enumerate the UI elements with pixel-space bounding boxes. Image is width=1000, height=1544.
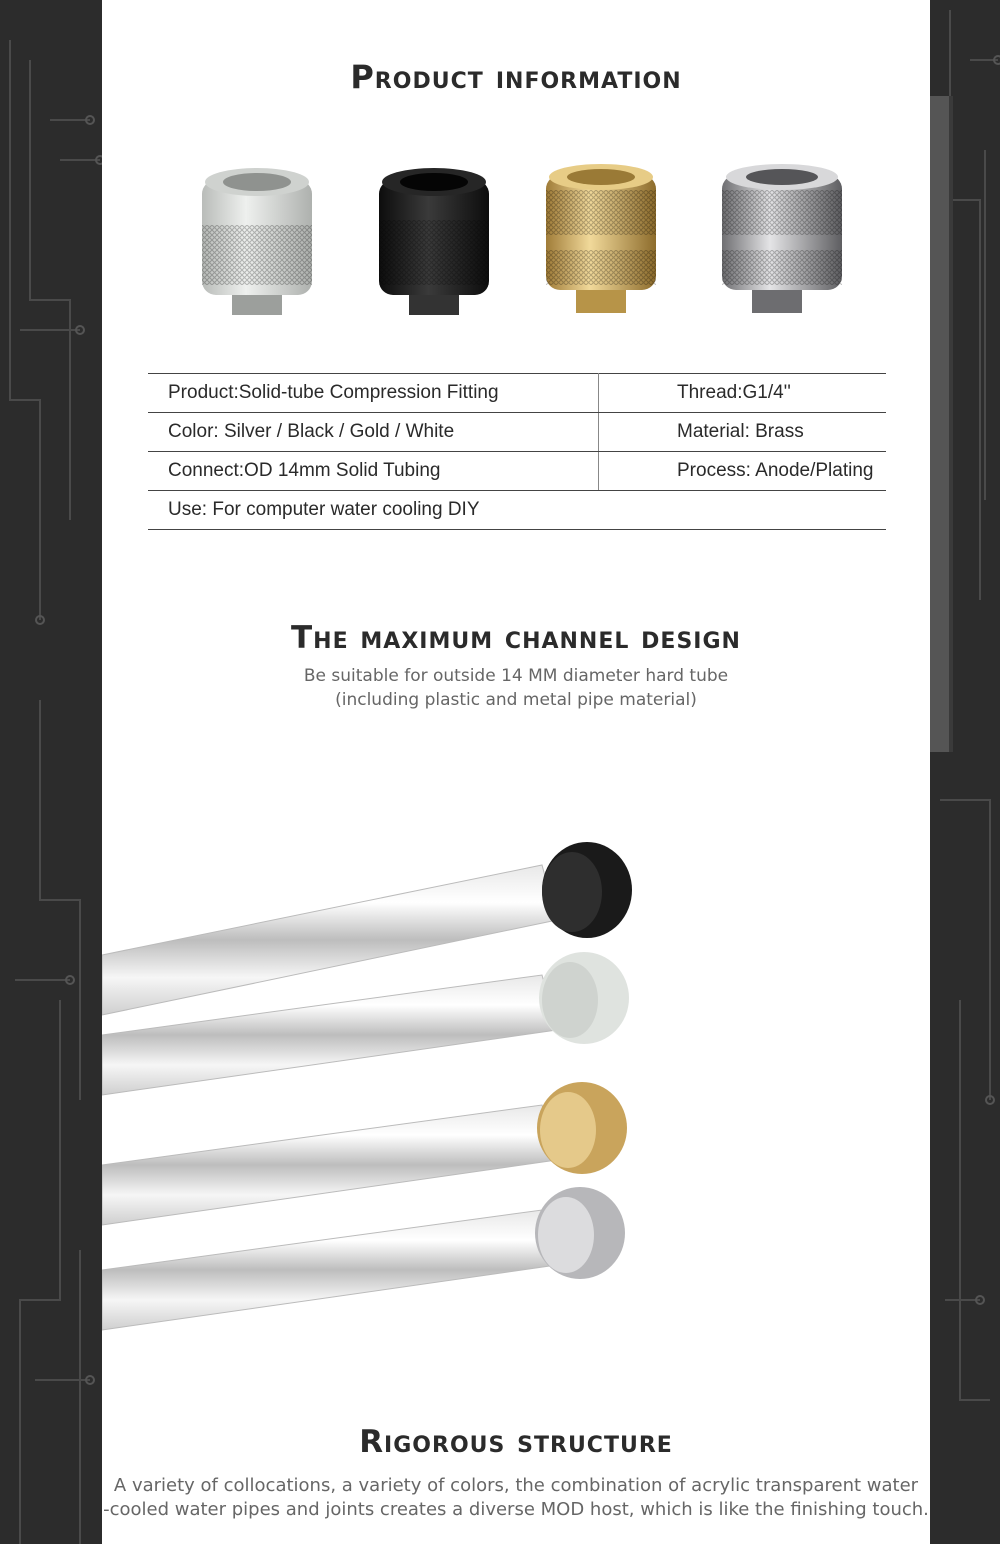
left-background-panel: [0, 0, 102, 1544]
spec-use: Use: For computer water cooling DIY: [148, 491, 599, 530]
rigorous-structure-line2: -cooled water pipes and joints creates a diverse MOD host, which is like the finishing touch.: [103, 1499, 929, 1520]
rigorous-structure-heading: Rigorous structure: [359, 1424, 673, 1460]
main-content: [102, 0, 930, 1544]
channel-design-line2: (including plastic and metal pipe material): [335, 690, 697, 710]
white-fitting: [202, 168, 312, 315]
silver-fitting: [722, 164, 842, 313]
tubes-with-fittings-image: [102, 830, 930, 1390]
spec-connect: Connect:OD 14mm Solid Tubing: [148, 452, 599, 491]
black-fitting: [379, 168, 489, 315]
spec-empty: [599, 491, 887, 530]
channel-design-line1: Be suitable for outside 14 MM diameter hard tube: [303, 666, 729, 686]
spec-color: Color: Silver / Black / Gold / White: [148, 413, 599, 452]
spec-material: Material: Brass: [599, 413, 887, 452]
channel-design-heading: The maximum channel design: [291, 620, 741, 656]
rigorous-structure-line1: A variety of collocations, a variety of colors, the combination of acrylic transparent water: [113, 1475, 919, 1496]
product-info-heading: Product information: [350, 58, 682, 96]
spec-table: [148, 373, 886, 530]
table-row: [148, 374, 886, 413]
table-row: [148, 491, 886, 530]
circuit-pattern-left: [0, 0, 102, 1544]
spec-product: Product:Solid-tube Compression Fitting: [148, 374, 599, 413]
spec-thread: Thread:G1/4'': [599, 374, 887, 413]
spec-process: Process: Anode/Plating: [599, 452, 887, 491]
table-row: [148, 413, 886, 452]
table-row: [148, 452, 886, 491]
fitting-images-row: [197, 160, 857, 320]
gold-fitting: [546, 164, 656, 313]
